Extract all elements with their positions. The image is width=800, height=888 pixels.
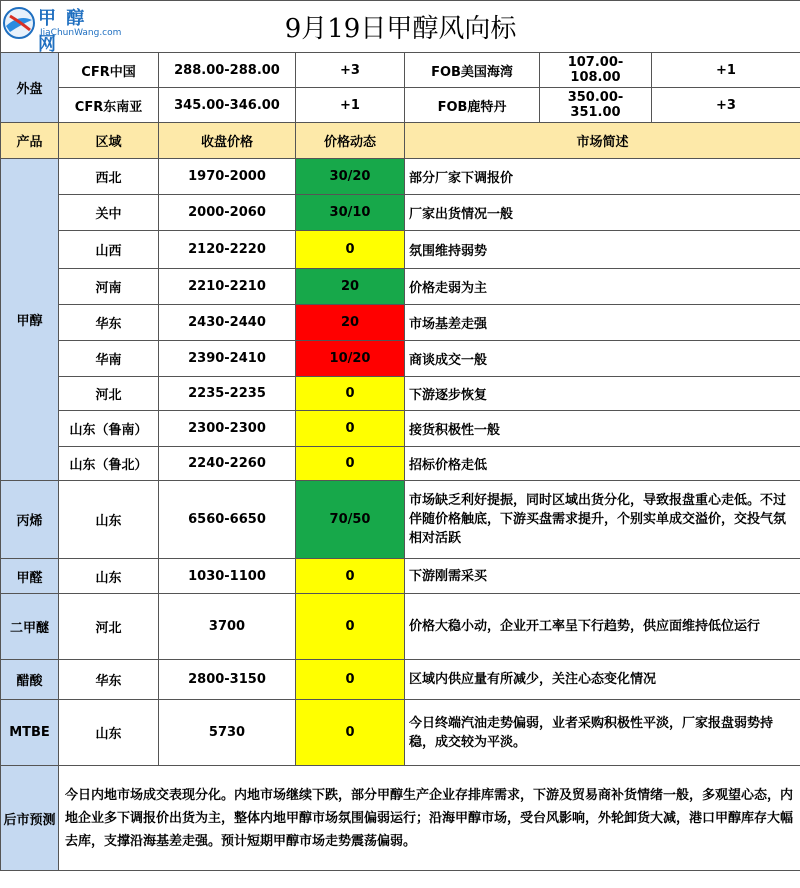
header-row <box>1 123 800 159</box>
change-cell: 0 <box>296 411 405 447</box>
note-cell: 今日终端汽油走势偏弱，业者采购积极性平淡，厂家报盘弱势持稳，成交较为平淡。 <box>405 700 800 766</box>
price-cell: 2120-2220 <box>159 231 296 269</box>
region-cell: 河北 <box>59 377 159 411</box>
forecast-row <box>1 766 800 871</box>
note-cell: 厂家出货情况一般 <box>405 195 800 231</box>
external-label: 外盘 <box>1 53 59 123</box>
product-label: 醋酸 <box>1 660 59 700</box>
note-cell: 招标价格走低 <box>405 447 800 481</box>
product-label: 二甲醚 <box>1 594 59 660</box>
product-label: 甲醇 <box>1 159 59 481</box>
region-cell: 关中 <box>59 195 159 231</box>
note-cell: 市场缺乏利好提振，同时区域出货分化，导致报盘重心走低。不过伴随价格触底，下游买盘需求提升，个别实单成交溢价，交投气氛相对活跃 <box>405 481 800 559</box>
price-cell: 5730 <box>159 700 296 766</box>
region-cell: 西北 <box>59 159 159 195</box>
methanol-row <box>1 231 800 269</box>
methanol-row <box>1 377 800 411</box>
region-cell: 河北 <box>59 594 159 660</box>
change-cell: 20 <box>296 305 405 341</box>
globe-logo-icon <box>2 6 36 40</box>
note-cell: 市场基差走强 <box>405 305 800 341</box>
methanol-row <box>1 159 800 195</box>
title-row <box>1 1 800 53</box>
note-cell: 下游刚需采买 <box>405 559 800 594</box>
external-row-1 <box>1 53 800 88</box>
methanol-row <box>1 411 800 447</box>
logo <box>2 4 122 55</box>
product-row <box>1 481 800 559</box>
price-cell: 3700 <box>159 594 296 660</box>
note-cell: 下游逐步恢复 <box>405 377 800 411</box>
external-change: +3 <box>652 88 800 123</box>
other-products-section <box>1 481 800 766</box>
change-cell: 0 <box>296 377 405 411</box>
methanol-row <box>1 341 800 377</box>
product-label: MTBE <box>1 700 59 766</box>
external-price: 107.00-108.00 <box>540 53 652 88</box>
change-cell: 0 <box>296 700 405 766</box>
price-cell: 1970-2000 <box>159 159 296 195</box>
change-cell: 0 <box>296 231 405 269</box>
external-price: 350.00-351.00 <box>540 88 652 123</box>
region-cell: 山东 <box>59 559 159 594</box>
logo-url: JiaChunWang.com <box>40 28 122 38</box>
price-cell: 2430-2440 <box>159 305 296 341</box>
region-cell: 山东 <box>59 481 159 559</box>
change-cell: 10/20 <box>296 341 405 377</box>
methanol-section <box>1 159 800 481</box>
region-cell: 山西 <box>59 231 159 269</box>
external-price: 345.00-346.00 <box>159 88 296 123</box>
note-cell: 区域内供应量有所减少，关注心态变化情况 <box>405 660 800 700</box>
change-cell: 30/20 <box>296 159 405 195</box>
methanol-row <box>1 269 800 305</box>
external-region: CFR东南亚 <box>59 88 159 123</box>
methanol-row <box>1 305 800 341</box>
region-cell: 山东（鲁北） <box>59 447 159 481</box>
header-summary: 市场简述 <box>405 123 800 159</box>
price-cell: 2800-3150 <box>159 660 296 700</box>
price-cell: 2235-2235 <box>159 377 296 411</box>
methanol-row <box>1 195 800 231</box>
region-cell: 山东（鲁南） <box>59 411 159 447</box>
logo-text: 甲 醇 网 <box>38 8 87 55</box>
change-cell: 0 <box>296 559 405 594</box>
change-cell: 20 <box>296 269 405 305</box>
external-change: +3 <box>296 53 405 88</box>
product-label: 丙烯 <box>1 481 59 559</box>
external-row-2 <box>1 88 800 123</box>
product-row <box>1 660 800 700</box>
price-cell: 2210-2210 <box>159 269 296 305</box>
header-region: 区域 <box>59 123 159 159</box>
change-cell: 30/10 <box>296 195 405 231</box>
change-cell: 0 <box>296 447 405 481</box>
product-label: 甲醛 <box>1 559 59 594</box>
price-cell: 2000-2060 <box>159 195 296 231</box>
price-cell: 6560-6650 <box>159 481 296 559</box>
note-cell: 部分厂家下调报价 <box>405 159 800 195</box>
change-cell: 0 <box>296 594 405 660</box>
change-cell: 70/50 <box>296 481 405 559</box>
product-row <box>1 700 800 766</box>
note-cell: 接货积极性一般 <box>405 411 800 447</box>
region-cell: 华东 <box>59 305 159 341</box>
region-cell: 山东 <box>59 700 159 766</box>
price-cell: 1030-1100 <box>159 559 296 594</box>
header-product: 产品 <box>1 123 59 159</box>
forecast-label: 后市预测 <box>1 766 59 871</box>
page-title: 9月19日甲醇风向标 <box>1 1 800 53</box>
product-row <box>1 594 800 660</box>
region-cell: 华南 <box>59 341 159 377</box>
external-change: +1 <box>296 88 405 123</box>
external-change: +1 <box>652 53 800 88</box>
region-cell: 华东 <box>59 660 159 700</box>
note-cell: 商谈成交一般 <box>405 341 800 377</box>
region-cell: 河南 <box>59 269 159 305</box>
header-close-price: 收盘价格 <box>159 123 296 159</box>
price-cell: 2390-2410 <box>159 341 296 377</box>
external-region: CFR中国 <box>59 53 159 88</box>
forecast-text: 今日内地市场成交表现分化。内地市场继续下跌，部分甲醇生产企业存排库需求，下游及贸易商补货情绪一般，多观望心态，内地企业多下调报价出货为主，整体内地甲醇市场氛围偏弱运行；沿海甲醇市场，受台风影响，外轮卸货大减，港口甲醇库存大幅去库，支撑沿海基差走强。预计短期甲醇市场走势震荡偏弱。 <box>59 766 800 871</box>
external-region: FOB美国海湾 <box>405 53 540 88</box>
external-region: FOB鹿特丹 <box>405 88 540 123</box>
header-dynamics: 价格动态 <box>296 123 405 159</box>
change-cell: 0 <box>296 660 405 700</box>
methanol-row <box>1 447 800 481</box>
price-cell: 2300-2300 <box>159 411 296 447</box>
note-cell: 价格大稳小动，企业开工率呈下行趋势，供应面维持低位运行 <box>405 594 800 660</box>
external-price: 288.00-288.00 <box>159 53 296 88</box>
product-row <box>1 559 800 594</box>
note-cell: 价格走弱为主 <box>405 269 800 305</box>
note-cell: 氛围维持弱势 <box>405 231 800 269</box>
price-cell: 2240-2260 <box>159 447 296 481</box>
